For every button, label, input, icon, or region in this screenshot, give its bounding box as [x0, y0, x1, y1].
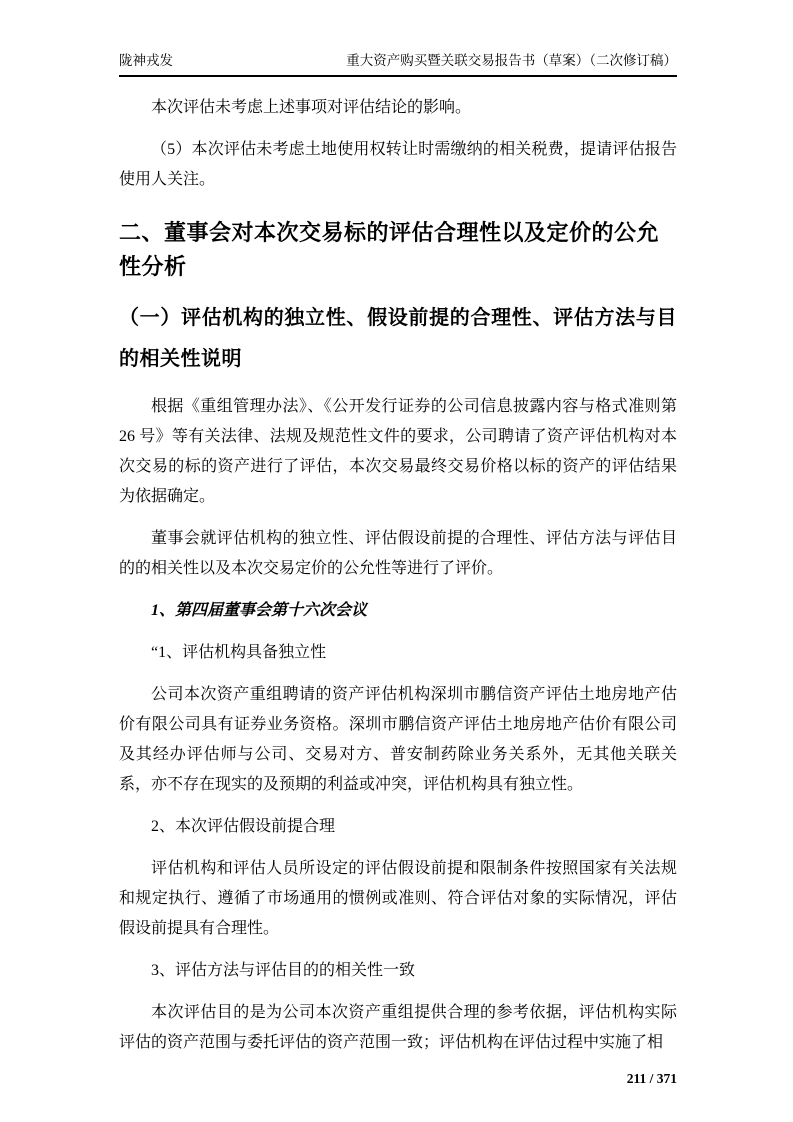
page-header [119, 52, 677, 77]
para-item3-body-method: 本次评估目的是为公司本次资产重组提供合理的参考依据，评估机构实际评估的资产范围与委托评估的资产范围一致；评估机构在评估过程中实施了相 [119, 1004, 677, 1051]
para-evaluation-impact: 本次评估未考虑上述事项对评估结论的影响。 [151, 99, 472, 116]
para-item1-title-independence: “1、评估机构具备独立性 [151, 644, 327, 661]
para-legal-basis: 根据《重组管理办法》、《公开发行证券的公司信息披露内容与格式准则第 26 号》等有关法律、法规及规范性文件的要求，公司聘请了资产评估机构对本次交易的标的资产进行了评估，本次交易最终交易价格以标的资产的评估结果为依据确定。 [119, 398, 677, 505]
heading-board-meeting: 1、第四届董事会第十六次会议 [151, 602, 368, 619]
subsection-heading-independence: （一）评估机构的独立性、假设前提的合理性、评估方法与目的相关性说明 [119, 307, 677, 370]
section-heading-board-analysis: 二、董事会对本次交易标的评估合理性以及定价的公允性分析 [119, 220, 660, 279]
document-content [119, 93, 677, 1058]
para-board-review: 董事会就评估机构的独立性、评估假设前提的合理性、评估方法与评估目的的相关性以及本次交易定价的公允性等进行了评价。 [119, 530, 677, 577]
para-item3-title-method: 3、评估方法与评估目的的相关性一致 [151, 962, 416, 979]
page-number: 211 / 371 [626, 1071, 677, 1086]
para-item2-body-assumptions: 评估机构和评估人员所设定的评估假设前提和限制条件按照国家有关法规和规定执行、遵循了市场通用的惯例或准则、符合评估对象的实际情况，评估假设前提具有合理性。 [119, 860, 677, 937]
para-item-5-taxes: （5）本次评估未考虑土地使用权转让时需缴纳的相关税费，提请评估报告使用人关注。 [119, 141, 677, 188]
para-item2-title-assumptions: 2、本次评估假设前提合理 [151, 818, 336, 835]
header-report-title: 重大资产购买暨关联交易报告书（草案）（二次修订稿） [346, 53, 677, 68]
header-company-name: 陇神戎发 [119, 53, 173, 68]
para-item1-body-independence: 公司本次资产重组聘请的资产评估机构深圳市鹏信资产评估土地房地产估价有限公司具有证券业务资格。深圳市鹏信资产评估土地房地产估价有限公司及其经办评估师与公司、交易对方、普安制药除业务关系外，无其他关联关系，亦不存在现实的及预期的利益或冲突，评估机构具有独立性。 [119, 686, 677, 793]
